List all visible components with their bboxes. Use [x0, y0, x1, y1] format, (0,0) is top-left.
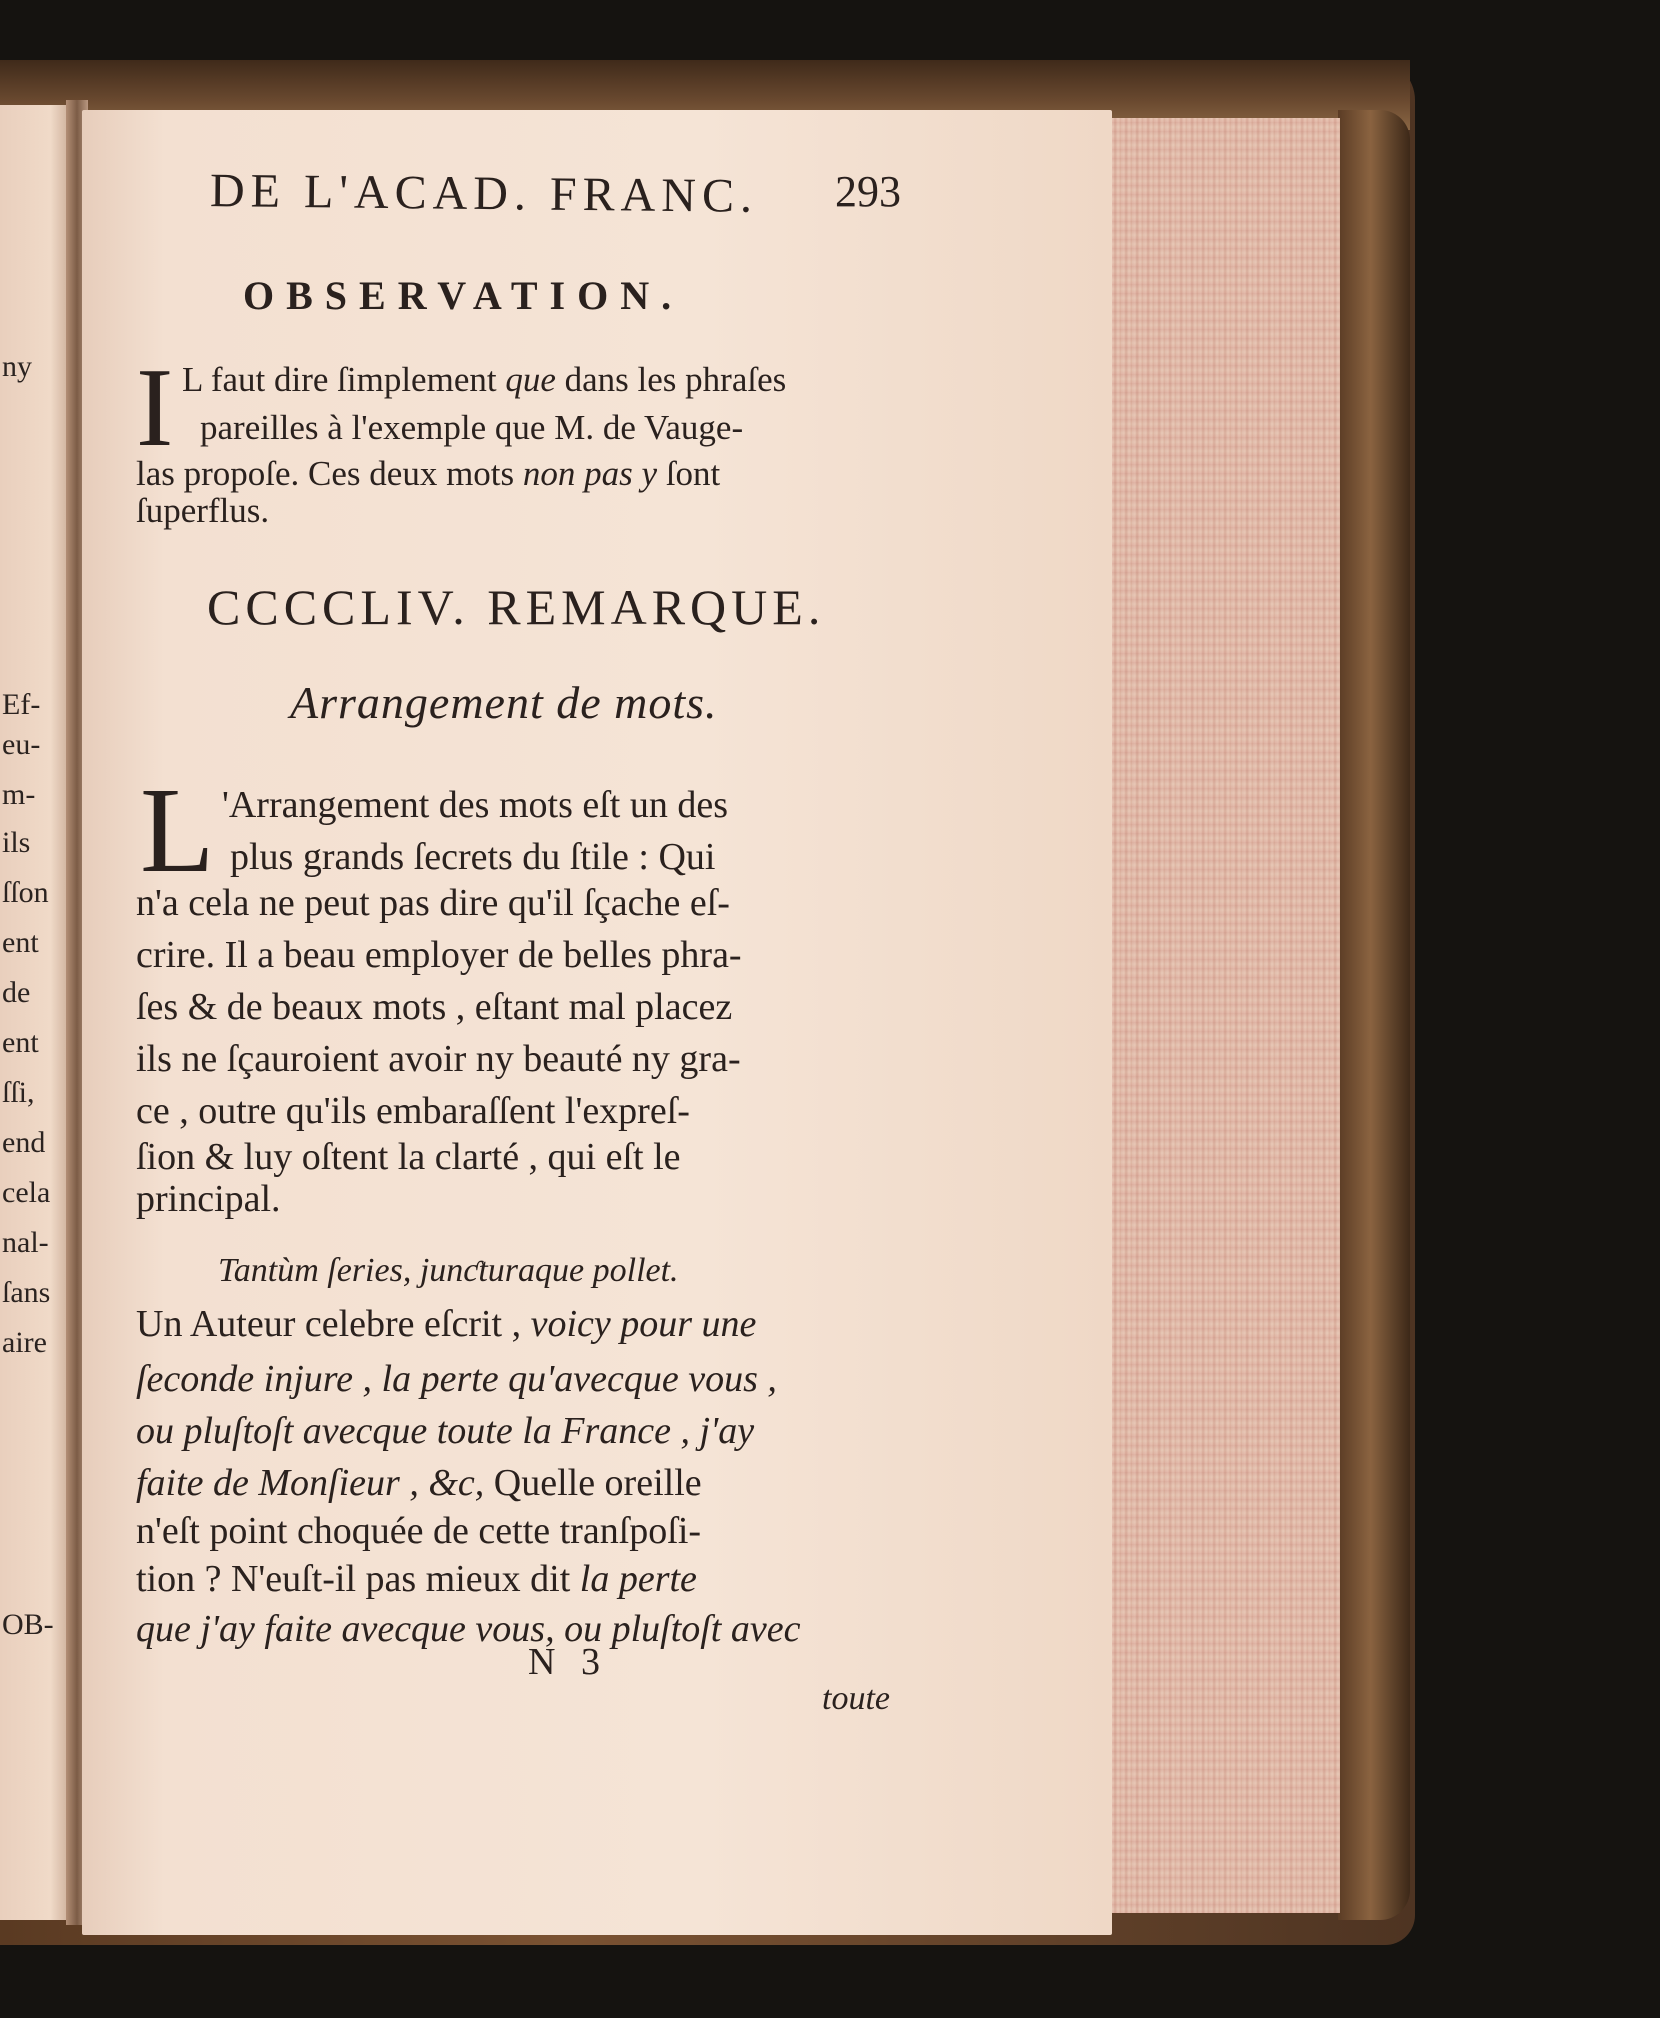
- text-line: [136, 1610, 800, 1648]
- text-segment: ſes & de beaux mots , eſtant mal placez: [136, 986, 733, 1028]
- text-segment: Un Auteur celebre eſcrit ,: [136, 1303, 531, 1345]
- left-margin-fragment: nal-: [2, 1226, 49, 1259]
- left-margin-fragment: ent: [2, 926, 39, 959]
- fore-edge: [1110, 118, 1340, 1913]
- text-segment: crire. Il a beau employer de belles phra-: [136, 934, 742, 976]
- italic-segment: ou pluſtoſt avecque toute la France , j'ay: [136, 1410, 755, 1452]
- observation-heading: OBSERVATION.: [243, 273, 684, 318]
- text-line: [136, 1138, 681, 1176]
- text-line: [182, 362, 786, 397]
- left-margin-fragment: ſans: [2, 1276, 51, 1309]
- italic-segment: la perte: [579, 1558, 697, 1600]
- left-margin-fragment: ils: [2, 826, 31, 859]
- text-line: [136, 1040, 741, 1078]
- left-margin-fragment: ſſon: [2, 876, 49, 909]
- text-line: [136, 1464, 702, 1502]
- text-line: [136, 1305, 756, 1343]
- text-line: [136, 1560, 697, 1598]
- text-line: [136, 884, 730, 922]
- left-margin-fragment: OB-: [2, 1608, 54, 1641]
- binding-edge: [1338, 110, 1410, 1920]
- left-margin-fragment: m-: [2, 778, 36, 811]
- text-segment: ce , outre qu'ils embaraſſent l'expreſ-: [136, 1090, 690, 1132]
- text-segment: 'Arrangement des mots eſt un des: [222, 784, 729, 826]
- left-margin-fragment: eu-: [2, 728, 41, 761]
- text-line: [136, 1512, 701, 1550]
- text-segment: dans les phraſes: [555, 360, 787, 399]
- italic-segment: voicy pour une: [530, 1303, 757, 1345]
- left-margin-fragment: Ef-: [2, 688, 41, 721]
- left-margin-fragment: ent: [2, 1026, 39, 1059]
- text-segment: ſion & luy oſtent la clarté , qui eſt le: [136, 1136, 681, 1178]
- text-segment: ils ne ſçauroient avoir ny beauté ny gra-: [136, 1038, 741, 1080]
- text-segment: tion ? N'euſt-il pas mieux dit: [136, 1558, 580, 1600]
- left-margin-fragment: ſſi,: [2, 1076, 35, 1109]
- left-margin-fragment: aire: [2, 1326, 47, 1359]
- remarque-title: Arrangement de mots.: [290, 677, 718, 728]
- text-segment: pareilles à l'exemple que M. de Vauge-: [200, 408, 744, 447]
- signature-mark: N 3: [528, 1641, 608, 1683]
- observation-dropcap: I: [136, 346, 174, 470]
- text-segment: principal.: [136, 1178, 281, 1220]
- left-margin-fragment: de: [2, 976, 31, 1009]
- latin-quote: Tantùm ſeries, junƈturaque pollet.: [218, 1252, 679, 1289]
- text-line: [136, 936, 742, 974]
- text-line: [136, 456, 720, 491]
- text-line: [200, 410, 743, 445]
- italic-segment: non pas y: [522, 454, 658, 493]
- italic-segment: que j'ay faite avecque vous, ou pluſtoſt avec: [136, 1608, 801, 1650]
- page-number: 293: [835, 167, 901, 216]
- text-segment: plus grands ſecrets du ſtile : Qui: [230, 836, 716, 878]
- text-line: [136, 1180, 281, 1218]
- remarque-heading: CCCCLIV. REMARQUE.: [207, 579, 826, 635]
- catchword: toute: [822, 1680, 890, 1717]
- text-segment: las propoſe. Ces deux mots: [136, 454, 523, 493]
- italic-segment: que: [505, 360, 556, 399]
- text-line: [136, 1092, 690, 1130]
- remarque-dropcap: L: [140, 763, 215, 898]
- text-line: [136, 988, 732, 1026]
- left-margin-fragment: ny: [2, 350, 32, 383]
- text-segment: n'a cela ne peut pas dire qu'il ſçache eſ-: [136, 882, 730, 924]
- text-segment: L faut dire ſimplement: [182, 360, 506, 399]
- text-line: [230, 838, 715, 876]
- text-segment: Quelle oreille: [484, 1462, 702, 1504]
- text-segment: n'eſt point choquée de cette tranſpoſi-: [136, 1510, 702, 1552]
- text-line: [136, 1412, 754, 1450]
- italic-segment: faite de Monſieur , &c,: [136, 1462, 485, 1504]
- running-head: DE L'ACAD. FRANC.: [209, 164, 759, 223]
- text-segment: ſuperflus.: [136, 491, 270, 530]
- text-line: [136, 1360, 777, 1398]
- italic-segment: ſeconde injure , la perte qu'avecque vous ,: [136, 1358, 777, 1400]
- left-margin-fragment: end: [2, 1126, 46, 1159]
- left-margin-fragment: cela: [2, 1176, 51, 1209]
- text-line: [136, 493, 269, 528]
- text-line: [222, 786, 728, 824]
- text-segment: ſont: [657, 454, 721, 493]
